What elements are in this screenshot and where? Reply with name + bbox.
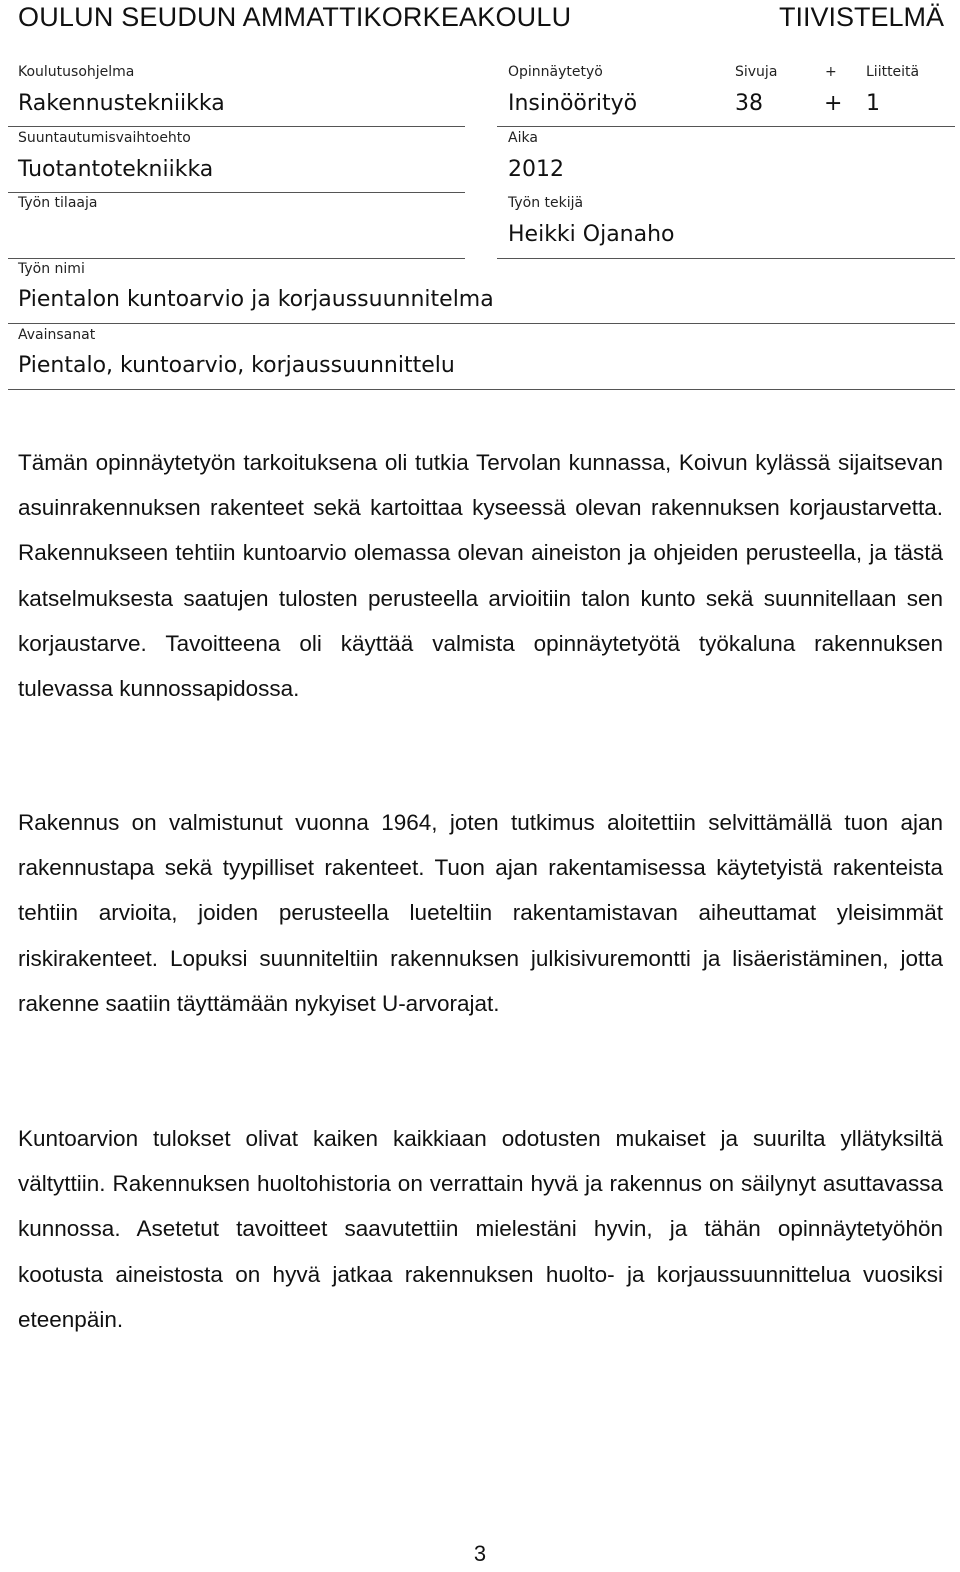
thesis-type-value: Insinöörityö: [508, 91, 638, 116]
pages-value: 38: [735, 91, 763, 116]
pages-label: Sivuja: [735, 64, 778, 80]
time-value: 2012: [508, 157, 564, 182]
degree-program-value: Rakennustekniikka: [18, 91, 225, 116]
abstract-paragraph-3: Kuntoarvion tulokset olivat kaiken kaikkiaan odotusten mukaiset ja suurilta yllätyksiltä vältyttiin. Rakennuksen huoltohistoria on verrattain hyvä ja rakennus on säilynyt asuttavassa kunnossa. Asetetut tavoitteet saavutettiin mielestäni hyvin, ja tähän opinnäytetyöhön kootusta aineistosta on hyvä jatkaa rakennuksen huolto- ja korjaussuunnittelua vuosiksi eteenpäin.: [18, 1126, 943, 1332]
author-value: Heikki Ojanaho: [508, 222, 675, 247]
divider: [8, 258, 465, 259]
divider: [497, 126, 955, 127]
plus-label: +: [825, 64, 837, 80]
document-type: TIIVISTELMÄ: [778, 2, 944, 32]
author-label: Työn tekijä: [508, 195, 584, 211]
abstract-paragraph-1: Tämän opinnäytetyön tarkoituksena oli tutkia Tervolan kunnassa, Koivun kylässä sijaitsevan asuinrakennuksen rakenteet sekä kartoittaa kyseessä olevan rakennuksen korjaustarvetta. Rakennukseen tehtiin kuntoarvio olemassa olevan aineiston ja ohjeiden perusteella, ja tästä katselmuksesta saatujen tulosten perusteella arvioitiin talon kunto sekä suunnitellaan sen korjaustarve. Tavoitteena oli käyttää valmista opinnäytetyötä työkaluna rakennuksen tulevassa kunnossapidossa.: [18, 450, 943, 702]
appendices-label: Liitteitä: [866, 64, 920, 80]
page-number: 3: [473, 1541, 487, 1566]
specialisation-label: Suuntautumisvaihtoehto: [18, 130, 191, 146]
plus-value: +: [824, 91, 843, 116]
time-label: Aika: [508, 130, 538, 146]
divider: [8, 126, 465, 127]
work-title-label: Työn nimi: [18, 261, 85, 277]
keywords-value: Pientalo, kuntoarvio, korjaussuunnittelu: [18, 353, 455, 378]
keywords-label: Avainsanat: [18, 327, 96, 343]
abstract-paragraph-2: Rakennus on valmistunut vuonna 1964, joten tutkimus aloitettiin selvittämällä tuon ajan rakennustapa sekä tyypilliset rakenteet. Tuon ajan rakentamisessa käytetyistä rakenteista tehtiin arvioita, joiden perusteella lueteltiin rakentamistavan aiheuttamat yleisimmät riskirakenteet. Lopuksi suunniteltiin rakennuksen julkisivuremontti ja lisäeristäminen, jotta rakenne saatiin täyttämään nykyiset U-arvorajat.: [18, 810, 943, 1016]
divider: [497, 258, 955, 259]
appendices-value: 1: [866, 91, 880, 116]
client-label: Työn tilaaja: [18, 195, 98, 211]
organization-name: OULUN SEUDUN AMMATTIKORKEAKOULU: [18, 2, 572, 32]
degree-program-label: Koulutusohjelma: [18, 64, 135, 80]
divider: [8, 192, 465, 193]
specialisation-value: Tuotantotekniikka: [18, 157, 214, 182]
thesis-label: Opinnäytetyö: [508, 64, 603, 80]
work-title-value: Pientalon kuntoarvio ja korjaussuunnitelma: [18, 287, 494, 312]
divider: [8, 323, 955, 324]
divider: [8, 389, 955, 390]
